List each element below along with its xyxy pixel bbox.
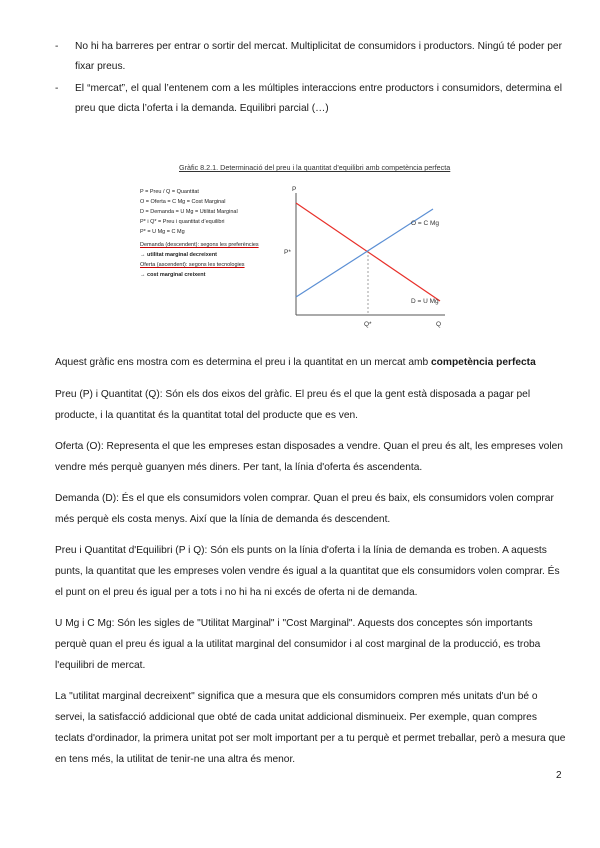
bullet-marker: - [55, 41, 59, 52]
legend-line: Demanda (descendent): segons les preferències [140, 242, 259, 248]
legend-line: Oferta (ascendent): segons les tecnologies [140, 262, 245, 268]
legend-line: → cost marginal creixent [140, 272, 206, 278]
x-axis-label: Q [436, 321, 442, 328]
p-star-label: P* [284, 249, 291, 256]
legend-line: P* i Q* = Preu i quantitat d’equilibri [140, 219, 225, 225]
bullet-marker: - [55, 83, 59, 94]
paragraph: Preu (P) i Quantitat (Q): Són els dos eixos del gràfic. El preu és el que la gent està disposada a pagar pel producte, i la quantitat és la quantitat total del producte que es ven. [55, 389, 531, 421]
intro-bold-text: competència perfecta [431, 357, 536, 368]
legend-line: O = Oferta = C Mg = Cost Marginal [140, 199, 226, 205]
q-star-label: Q* [364, 321, 372, 328]
legend-line: D = Demanda = U Mg = Utilitat Marginal [140, 209, 238, 215]
legend-line: P = Preu / Q = Quantitat [140, 189, 199, 195]
bullet-text: El “mercat”, el qual l’entenem com a les múltiples interaccions entre productors i consumidors, determina el preu que dicta l’oferta i la demanda. Equilibri parcial (…) [75, 83, 562, 114]
legend-line: → utilitat marginal decreixent [140, 252, 218, 258]
supply-demand-plot [135, 163, 465, 335]
bullet-item [55, 37, 562, 77]
intro-paragraph [55, 352, 567, 373]
paragraph: U Mg i C Mg: Són les sigles de "Utilitat Marginal" i "Cost Marginal". Aquests dos conceptes són importants perquè quan el preu és igual a la utilitat marginal del consumidor i al cost marginal de la producció, es troba l'equilibri de mercat. [55, 618, 541, 671]
legend-line: P* = U Mg = C Mg [140, 229, 185, 235]
page-number: 2 [556, 770, 562, 781]
intro-text: Aquest gràfic ens mostra com es determina el preu i la quantitat en un mercat amb [55, 357, 431, 368]
paragraph: La "utilitat marginal decreixent" significa que a mesura que els consumidors compren més unitats d'un bé o servei, la satisfacció addicional que obté de cada unitat addicional disminueix. Per exemple, quan compres teclats d'ordinador, la primera unitat pot ser molt important per a tu perquè et permet treballar, però a mesura que en tens més, la utilitat de tenir-ne una altra és menor. [55, 691, 566, 765]
supply-demand-figure [135, 163, 465, 335]
paragraph: Oferta (O): Representa el que les empreses estan disposades a vendre. Quan el preu és alt, les empreses volen vendre més perquè guanyen més diners. Per tant, la línia d'oferta és ascendenta. [55, 441, 563, 473]
bullet-item [55, 79, 562, 119]
supply-label: O = C Mg [411, 220, 439, 227]
figure-title: Gràfic 8.2.1. Determinació del preu i la quantitat d’equilibri amb competència perfecta [179, 163, 451, 172]
paragraph: Preu i Quantitat d'Equilibri (P i Q): Són els punts on la línia d'oferta i la línia de demanda es troben. A aquests punts, la quantitat que les empreses volen vendre és igual a la quantitat que els consumidors volen comprar. És el punt on el preu és igual per a tots i no hi ha ni excés de oferta ni de demanda. [55, 545, 560, 598]
y-axis-label: P [292, 186, 297, 193]
paragraph: Demanda (D): És el que els consumidors volen comprar. Quan el preu és baix, els consumidors volen comprar més perquè els costa menys. Així que la línia de demanda és descendent. [55, 493, 554, 525]
bullet-text: No hi ha barreres per entrar o sortir del mercat. Multiplicitat de consumidors i productors. Ningú té poder per fixar preus. [75, 41, 562, 72]
demand-label: D = U Mg [411, 298, 439, 305]
